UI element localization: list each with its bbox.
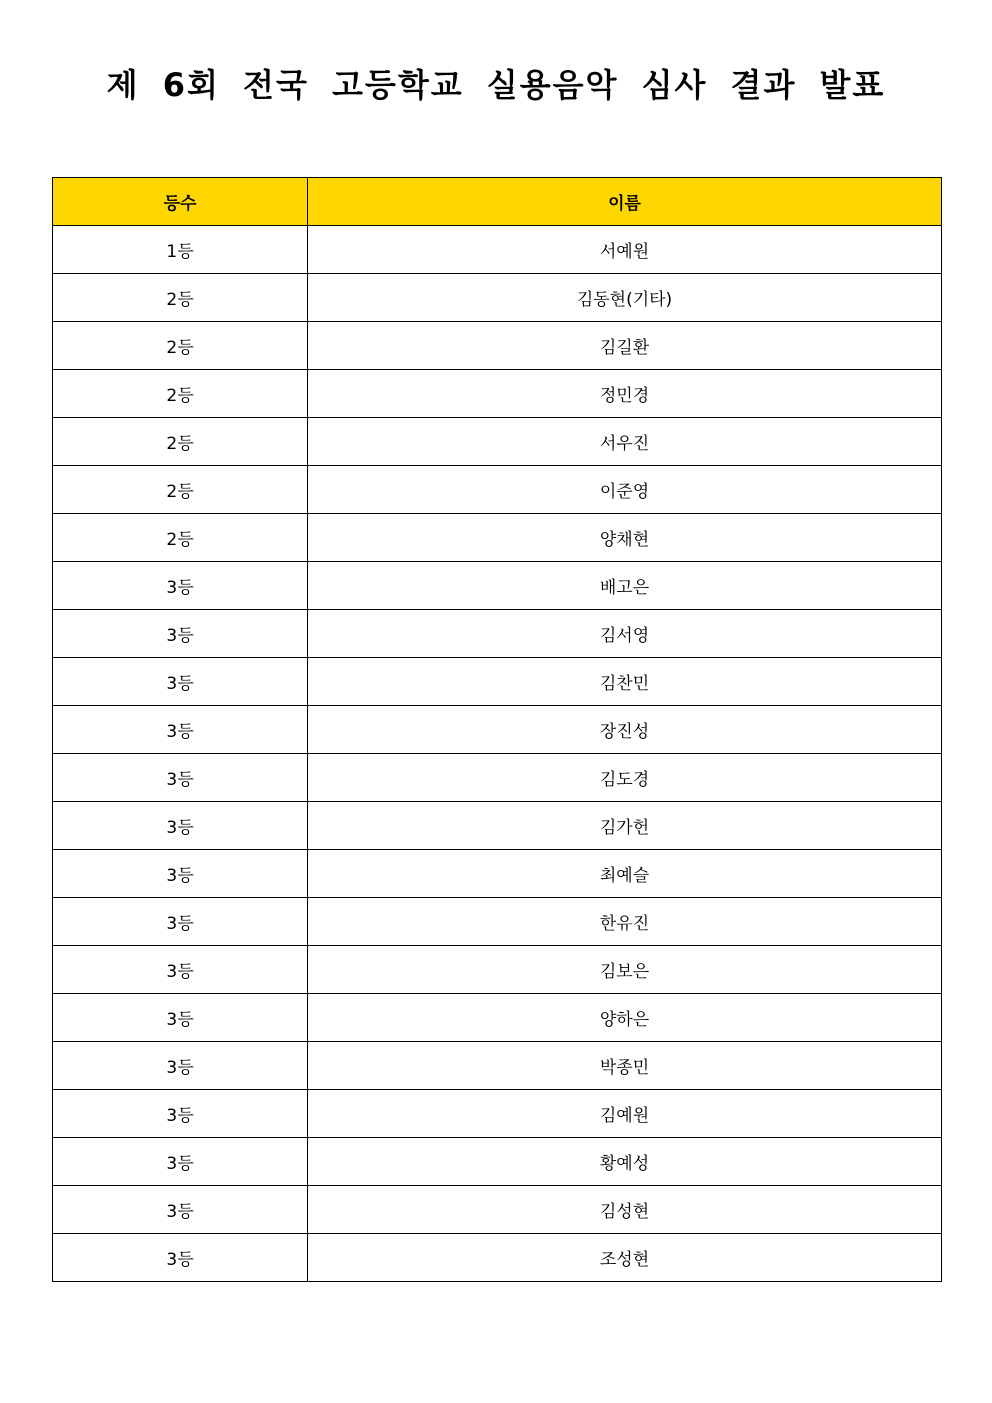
name-cell: 정민경 <box>308 370 942 418</box>
rank-cell: 3등 <box>53 994 308 1042</box>
rank-cell: 3등 <box>53 610 308 658</box>
table-row <box>53 1234 942 1282</box>
rank-cell: 1등 <box>53 226 308 274</box>
table-row <box>53 706 942 754</box>
table-body <box>53 226 942 1282</box>
results-table <box>52 177 942 1282</box>
name-cell: 양하은 <box>308 994 942 1042</box>
name-cell: 김예원 <box>308 1090 942 1138</box>
table-row <box>53 1186 942 1234</box>
table-row <box>53 1138 942 1186</box>
table-row <box>53 898 942 946</box>
rank-cell: 3등 <box>53 1186 308 1234</box>
table-row <box>53 418 942 466</box>
rank-cell: 2등 <box>53 466 308 514</box>
rank-cell: 2등 <box>53 418 308 466</box>
rank-cell: 3등 <box>53 706 308 754</box>
table-row <box>53 226 942 274</box>
table-row <box>53 1042 942 1090</box>
rank-cell: 2등 <box>53 514 308 562</box>
name-cell: 김동현(기타) <box>308 274 942 322</box>
name-cell: 조성현 <box>308 1234 942 1282</box>
table-row <box>53 466 942 514</box>
table-row <box>53 658 942 706</box>
table-row <box>53 850 942 898</box>
name-cell: 이준영 <box>308 466 942 514</box>
table-row <box>53 562 942 610</box>
rank-cell: 3등 <box>53 850 308 898</box>
name-cell: 김가헌 <box>308 802 942 850</box>
rank-cell: 3등 <box>53 658 308 706</box>
name-cell: 배고은 <box>308 562 942 610</box>
table-row <box>53 322 942 370</box>
rank-cell: 3등 <box>53 562 308 610</box>
name-cell: 서예원 <box>308 226 942 274</box>
table-row <box>53 802 942 850</box>
table-row <box>53 514 942 562</box>
name-column-header: 이름 <box>308 178 942 226</box>
rank-cell: 3등 <box>53 802 308 850</box>
name-cell: 김보은 <box>308 946 942 994</box>
name-cell: 김길환 <box>308 322 942 370</box>
rank-cell: 2등 <box>53 370 308 418</box>
table-row <box>53 1090 942 1138</box>
rank-cell: 3등 <box>53 754 308 802</box>
rank-column-header: 등수 <box>53 178 308 226</box>
table-row <box>53 274 942 322</box>
rank-cell: 3등 <box>53 1090 308 1138</box>
name-cell: 장진성 <box>308 706 942 754</box>
table-row <box>53 994 942 1042</box>
rank-cell: 3등 <box>53 898 308 946</box>
name-cell: 한유진 <box>308 898 942 946</box>
rank-cell: 3등 <box>53 1042 308 1090</box>
table-header <box>53 178 942 226</box>
table-row <box>53 946 942 994</box>
name-cell: 김성현 <box>308 1186 942 1234</box>
name-cell: 김도경 <box>308 754 942 802</box>
name-cell: 서우진 <box>308 418 942 466</box>
table-row <box>53 610 942 658</box>
name-cell: 김서영 <box>308 610 942 658</box>
name-cell: 양채현 <box>308 514 942 562</box>
rank-cell: 3등 <box>53 1138 308 1186</box>
table-row <box>53 754 942 802</box>
name-cell: 박종민 <box>308 1042 942 1090</box>
rank-cell: 2등 <box>53 322 308 370</box>
rank-cell: 2등 <box>53 274 308 322</box>
name-cell: 황예성 <box>308 1138 942 1186</box>
table-row <box>53 370 942 418</box>
rank-cell: 3등 <box>53 946 308 994</box>
name-cell: 김찬민 <box>308 658 942 706</box>
name-cell: 최예슬 <box>308 850 942 898</box>
table-header-row <box>53 178 942 226</box>
rank-cell: 3등 <box>53 1234 308 1282</box>
page-title: 제 6회 전국 고등학교 실용음악 심사 결과 발표 <box>106 66 886 104</box>
